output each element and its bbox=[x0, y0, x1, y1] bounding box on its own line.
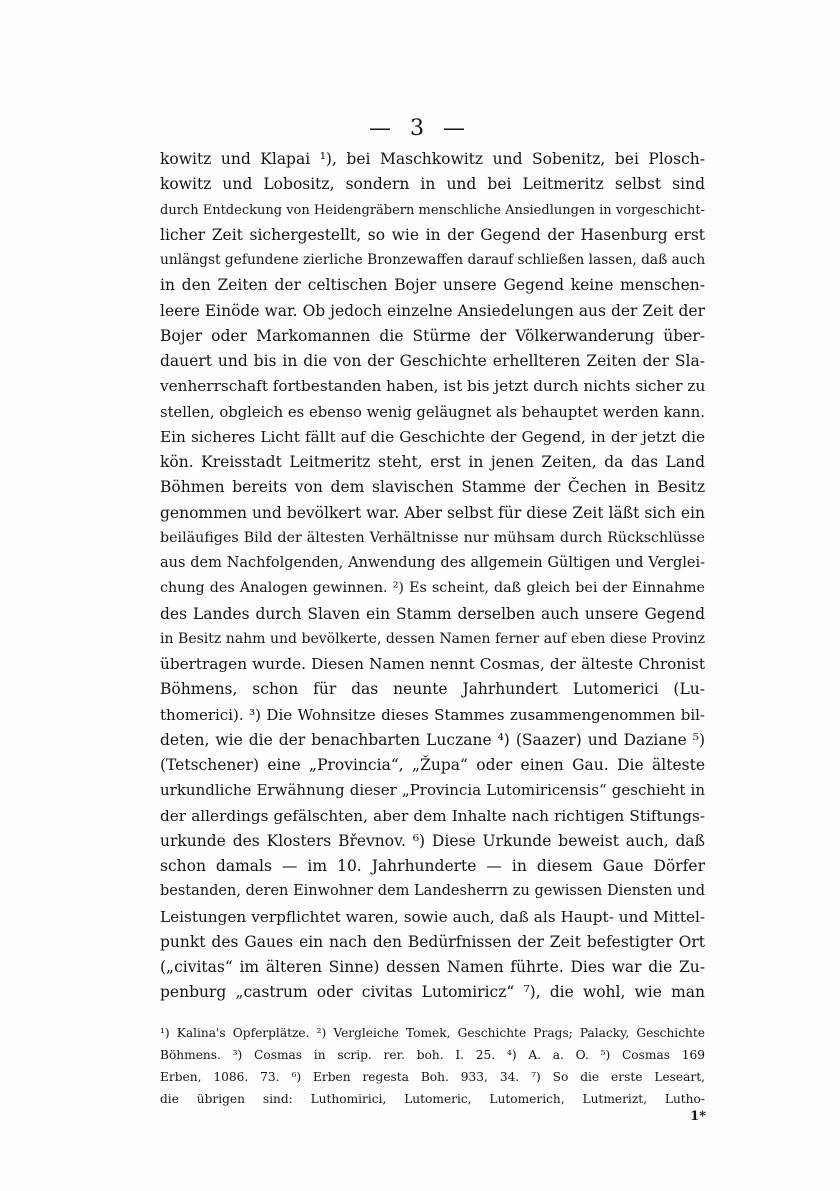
text-line: kowitz und Klapai ¹), bei Maschkowitz und Sobenitz, bei Plosch- bbox=[160, 150, 705, 168]
body-text bbox=[160, 147, 705, 1006]
text-line: genommen und bevölkert war. Aber selbst für diese Zeit läßt sich ein bbox=[160, 503, 705, 522]
text-line: penburg „castrum oder civitas Lutomiricz“ ⁷), die wohl, wie man bbox=[160, 983, 705, 1002]
text-line: licher Zeit sichergestellt, so wie in der Gegend der Hasenburg erst bbox=[160, 225, 705, 244]
text-line: unlängst gefundene zierliche Bronzewaffen darauf schließen lassen, daß auch bbox=[160, 252, 705, 268]
text-line: urkundliche Erwähnung dieser „Provincia Lutomiricensis“ geschieht in bbox=[160, 781, 705, 800]
text-line: beiläufiges Bild der ältesten Verhältnisse nur mühsam durch Rückschlüsse bbox=[160, 529, 705, 546]
footnotes bbox=[160, 1022, 705, 1110]
text-line: in Besitz nahm und bevölkerte, dessen Namen ferner auf eben diese Provinz bbox=[160, 630, 705, 647]
signature-mark: 1* bbox=[690, 1109, 706, 1124]
footnote-line: Erben, 1086. 73. ⁶) Erben regesta Boh. 933, 34. ⁷) So die erste Leseart, bbox=[160, 1070, 705, 1084]
text-line: kön. Kreisstadt Leitmeritz steht, erst in jenen Zeiten, da das Land bbox=[160, 453, 705, 471]
footnote-line: ¹) Kalina's Opferplätze. ²) Vergleiche Tomek, Geschichte Prags; Palacky, Geschichte bbox=[160, 1026, 705, 1040]
text-line: Bojer oder Markomannen die Stürme der Völkerwanderung über- bbox=[160, 326, 705, 345]
text-line: stellen, obgleich es ebenso wenig geläugnet als behauptet werden kann. bbox=[160, 403, 705, 421]
footnote-line: die übrigen sind: Luthomirici, Lutomeric, Lutomerich, Lutmerizt, Lutho- bbox=[160, 1092, 705, 1106]
text-line: des Landes durch Slaven ein Stamm derselben auch unsere Gegend bbox=[160, 604, 705, 623]
text-line: kowitz und Lobositz, sondern in und bei Leitmeritz selbst sind bbox=[160, 175, 705, 194]
text-line: in den Zeiten der celtischen Bojer unsere Gegend keine menschen- bbox=[160, 276, 705, 295]
text-line: schon damals — im 10. Jahrhunderte — in diesem Gaue Dörfer bbox=[160, 857, 705, 875]
text-line: („civitas“ im älteren Sinne) dessen Namen führte. Dies war die Zu- bbox=[160, 958, 705, 976]
text-line: thomerici). ³) Die Wohnsitze dieses Stammes zusammengenommen bil- bbox=[160, 705, 705, 724]
text-line: Böhmens, schon für das neunte Jahrhundert Lutomerici (Lu- bbox=[160, 680, 705, 699]
text-line: durch Entdeckung von Heidengräbern menschliche Ansiedlungen in vorgeschicht- bbox=[160, 202, 705, 218]
text-line: deten, wie die der benachbarten Luczane ⁴) (Saazer) und Daziane ⁵) bbox=[160, 730, 705, 749]
text-line: (Tetschener) eine „Provincia“, „Župa“ oder einen Gau. Die älteste bbox=[160, 756, 705, 774]
text-line: Ein sicheres Licht fällt auf die Geschichte der Gegend, in der jetzt die bbox=[160, 427, 705, 446]
page-number: — 3 — bbox=[369, 116, 471, 141]
text-line: dauert und bis in die von der Geschichte erhellteren Zeiten der Sla- bbox=[160, 352, 705, 370]
text-line: Böhmen bereits von dem slavischen Stamme der Čechen in Besitz bbox=[160, 478, 705, 497]
text-line: leere Einöde war. Ob jedoch einzelne Ansiedelungen aus der Zeit der bbox=[160, 301, 705, 320]
text-line: punkt des Gaues ein nach den Bedürfnissen der Zeit befestigter Ort bbox=[160, 932, 705, 951]
text-line: der allerdings gefälschten, aber dem Inhalte nach richtigen Stiftungs- bbox=[160, 806, 705, 825]
text-line: urkunde des Klosters Břevnov. ⁶) Diese Urkunde beweist auch, daß bbox=[160, 831, 705, 850]
text-line: bestanden, deren Einwohner dem Landesherrn zu gewissen Diensten und bbox=[160, 883, 705, 900]
text-line: venherrschaft fortbestanden haben, ist bis jetzt durch nichts sicher zu bbox=[160, 377, 705, 396]
footnote-line: Böhmens. ³) Cosmas in scrip. rer. boh. I. 25. ⁴) A. a. O. ⁵) Cosmas 169 bbox=[160, 1048, 705, 1062]
text-line: übertragen wurde. Diesen Namen nennt Cosmas, der älteste Chronist bbox=[160, 655, 705, 673]
text-line: chung des Analogen gewinnen. ²) Es scheint, daß gleich bei der Einnahme bbox=[160, 580, 705, 597]
text-line: aus dem Nachfolgenden, Anwendung des allgemein Gültigen und Verglei- bbox=[160, 555, 705, 571]
text-line: Leistungen verpflichtet waren, sowie auch, daß als Haupt- und Mittel- bbox=[160, 907, 705, 926]
